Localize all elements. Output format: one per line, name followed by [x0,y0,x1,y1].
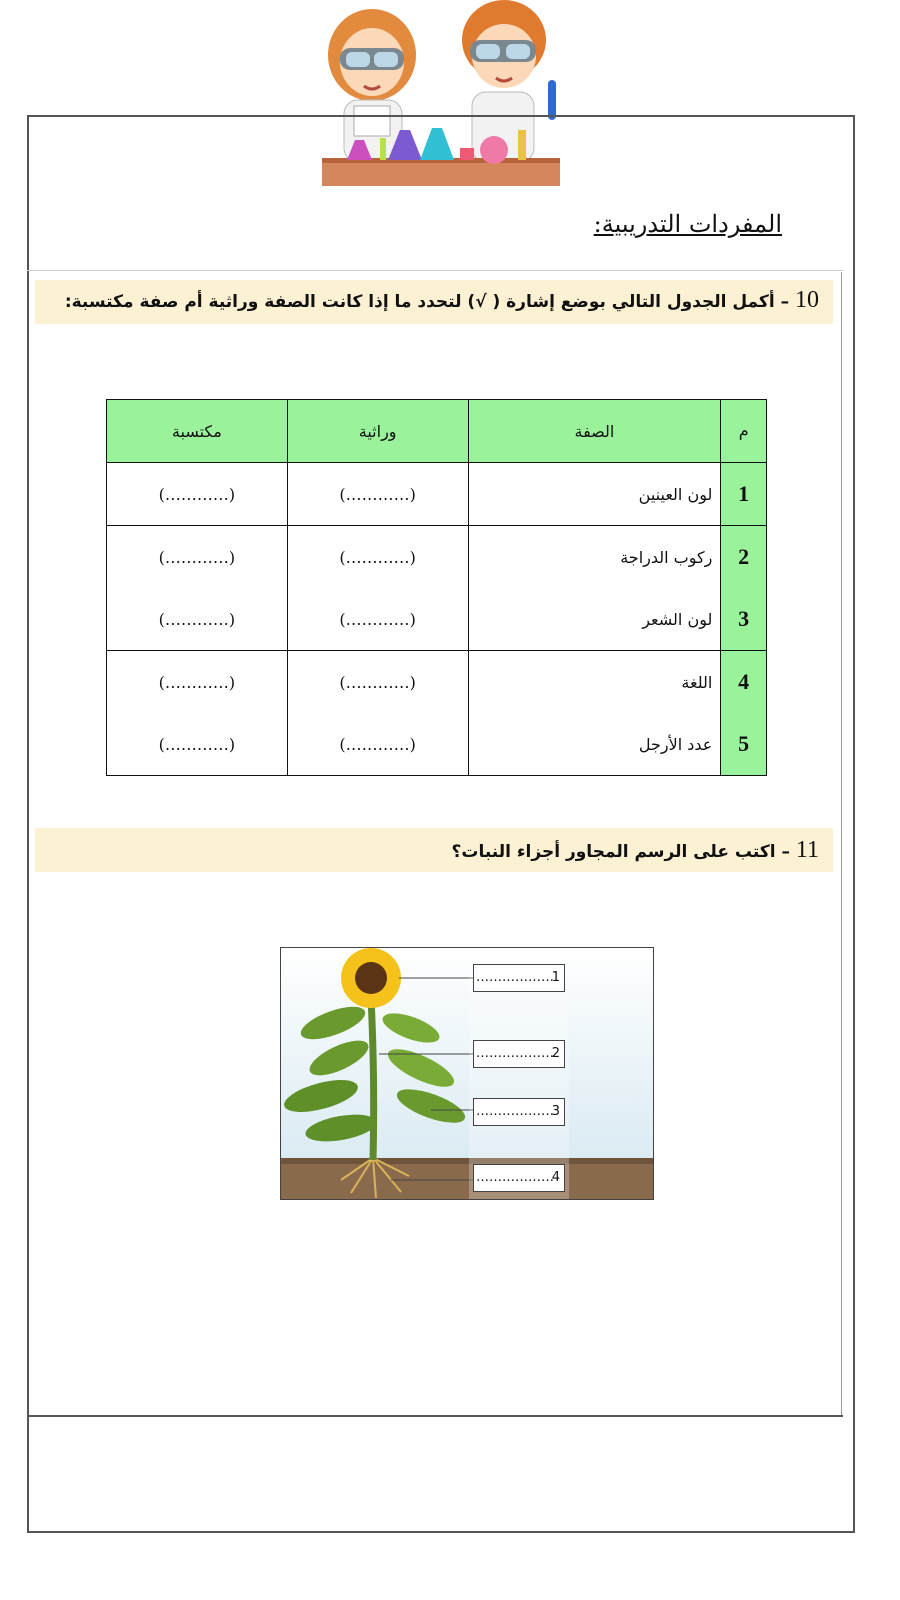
label-number: 3 [551,1104,560,1119]
row-number: 4 [721,651,767,714]
inherited-answer-blank[interactable]: (…………) [287,463,468,526]
question-text: اكتب على الرسم المجاور أجزاء النبات؟ [451,842,776,862]
row-number: 2 [721,526,767,589]
col-header-acquired: مكتسبة [107,400,288,463]
page-title: المفردات التدريبية: [593,210,782,238]
table-row [107,588,767,651]
acquired-answer-blank[interactable]: (…………) [107,526,288,589]
question-10 [35,280,833,324]
trait-cell: ركوب الدراجة [468,526,721,589]
answer-dots: ……………… [476,1170,554,1185]
plant-label-box[interactable] [473,1164,565,1192]
inherited-answer-blank[interactable]: (…………) [287,588,468,651]
question-text: أكمل الجدول التالي بوضع إشارة ( √) لتحدد ما إذا كانت الصفة وراثية أم صفة مكتسبة: [64,292,775,312]
label-number: 4 [551,1170,560,1185]
sunflower-image [281,948,654,1200]
acquired-answer-blank[interactable]: (…………) [107,713,288,776]
table-row [107,526,767,589]
row-number: 5 [721,713,767,776]
table-row [107,651,767,714]
question-number: 11 [795,837,819,863]
acquired-answer-blank[interactable]: (…………) [107,463,288,526]
trait-cell: لون الشعر [468,588,721,651]
label-number: 1 [551,970,560,985]
col-header-inherited: وراثية [287,400,468,463]
inherited-answer-blank[interactable]: (…………) [287,651,468,714]
divider [27,1415,843,1417]
plant-label-box[interactable] [473,964,565,992]
plant-label-box[interactable] [473,1098,565,1126]
trait-cell: لون العينين [468,463,721,526]
trait-cell: عدد الأرجل [468,713,721,776]
traits-table [106,399,767,776]
acquired-answer-blank[interactable]: (…………) [107,588,288,651]
answer-dots: ……………… [476,1104,554,1119]
label-number: 2 [551,1046,560,1061]
question-dash: – [781,842,790,862]
col-header-num: م [721,400,767,463]
question-11 [35,828,833,872]
row-number: 1 [721,463,767,526]
answer-dots: ……………… [476,970,554,985]
question-dash: – [780,292,790,312]
page-frame [27,115,855,1533]
trait-cell: اللغة [468,651,721,714]
row-number: 3 [721,588,767,651]
table-row [107,713,767,776]
inherited-answer-blank[interactable]: (…………) [287,526,468,589]
table-header-row [107,400,767,463]
question-number: 10 [795,287,819,313]
sunflower-diagram [280,947,654,1200]
table-row [107,463,767,526]
divider [841,272,842,1415]
acquired-answer-blank[interactable]: (…………) [107,651,288,714]
col-header-trait: الصفة [468,400,721,463]
inherited-answer-blank[interactable]: (…………) [287,713,468,776]
plant-label-box[interactable] [473,1040,565,1068]
answer-dots: ……………… [476,1046,554,1061]
divider [27,270,843,271]
